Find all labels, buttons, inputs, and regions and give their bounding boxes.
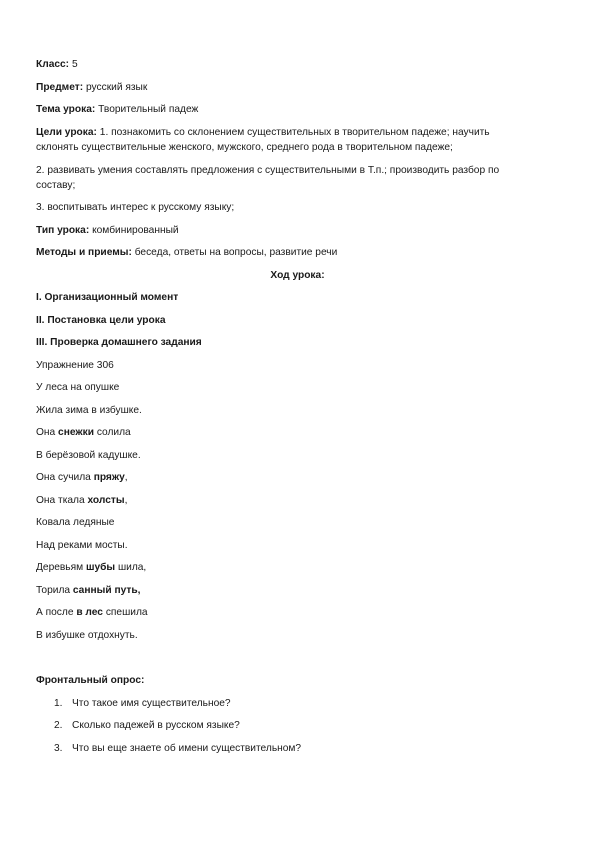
- poem-text: Торила: [36, 585, 73, 596]
- section-1: I. Организационный момент: [36, 292, 179, 303]
- poem-line-6: [36, 493, 546, 508]
- poem-text: шила,: [115, 562, 147, 573]
- class-value: 5: [71, 59, 78, 70]
- poem-bold-word: в лес: [76, 607, 103, 618]
- poem-bold-word: пряжу: [93, 472, 125, 483]
- goal2-continuation: [36, 178, 546, 193]
- poem-line-1: У леса на опушке: [36, 382, 120, 393]
- poem-line-4: В берёзовой кадушке.: [36, 450, 141, 461]
- list-item-number: 3.: [54, 743, 63, 754]
- type-label: Тип урока:: [36, 225, 90, 236]
- class-line: [36, 57, 546, 72]
- goal2-line1: 2. развивать умения составлять предложения с существительными в Т.п.; производить разбор по: [36, 165, 500, 176]
- list-item-text: Что вы еще знаете об имени существительном?: [72, 743, 302, 754]
- topic-value: Творительный падеж: [98, 104, 199, 115]
- poem-line-3: [36, 425, 546, 440]
- goal3-line: [36, 200, 546, 215]
- poem-line-12: В избушке отдохнуть.: [36, 630, 138, 641]
- goal1-line2: склонять существительные женского, мужского, среднего рода в творительном падеже;: [36, 142, 453, 153]
- poem-bold-word: шубы: [85, 562, 116, 573]
- goals-line: [36, 125, 546, 140]
- poem-text: солила: [93, 427, 131, 438]
- list-item-number: 1.: [54, 698, 63, 709]
- poem-line-9: [36, 560, 546, 575]
- goal1-line1: 1. познакомить со склонением существительных в творительном падеже; научить: [99, 127, 490, 138]
- goal2-line: [36, 163, 546, 178]
- poem-text: спешила: [102, 607, 148, 618]
- poem-text: Деревьям: [36, 562, 86, 573]
- poem-bold-word: санный путь,: [72, 585, 141, 596]
- poem-line-8: Над реками мосты.: [36, 540, 128, 551]
- poem-text: Она ткала: [36, 495, 88, 506]
- topic-label: Тема урока:: [36, 104, 96, 115]
- goal3-text: 3. воспитывать интерес к русскому языку;: [36, 202, 235, 213]
- methods-line: [36, 245, 546, 260]
- goal2-line2: составу;: [36, 180, 76, 191]
- poem-line-10: [36, 583, 546, 598]
- poem-bold-word: холсты: [87, 495, 125, 506]
- section-3: III. Проверка домашнего задания: [36, 337, 202, 348]
- goals-label: Цели урока:: [36, 127, 97, 138]
- subject-line: [36, 80, 546, 95]
- type-line: [36, 223, 546, 238]
- poem-line-11: [36, 605, 546, 620]
- subject-value: русский язык: [85, 82, 148, 93]
- section-2: II. Постановка цели урока: [36, 315, 166, 326]
- list-item-text: Сколько падежей в русском языке?: [72, 720, 240, 731]
- poem-text: Она сучила: [36, 472, 94, 483]
- class-label: Класс:: [36, 59, 70, 70]
- poem-bold-word: снежки: [58, 427, 94, 438]
- list-item-text: Что такое имя существительное?: [72, 698, 231, 709]
- frontal-title: Фронтальный опрос:: [36, 675, 145, 686]
- type-value: комбинированный: [92, 225, 179, 236]
- list-item-number: 2.: [54, 720, 63, 731]
- poem-text: А после: [36, 607, 77, 618]
- lesson-title: Ход урока:: [270, 270, 325, 281]
- poem-text: Она: [36, 427, 59, 438]
- poem-text: ,: [124, 472, 128, 483]
- poem-line-2: Жила зима в избушке.: [36, 405, 142, 416]
- methods-value: беседа, ответы на вопросы, развитие речи: [134, 247, 338, 258]
- poem-text: ,: [124, 495, 128, 506]
- exercise-title: Упражнение 306: [36, 360, 114, 371]
- poem-line-7: Ковала ледяные: [36, 517, 115, 528]
- topic-line: [36, 102, 546, 117]
- goal1-continuation: [36, 140, 546, 155]
- poem-line-5: [36, 470, 546, 485]
- methods-label: Методы и приемы:: [36, 247, 132, 258]
- subject-label: Предмет:: [36, 82, 84, 93]
